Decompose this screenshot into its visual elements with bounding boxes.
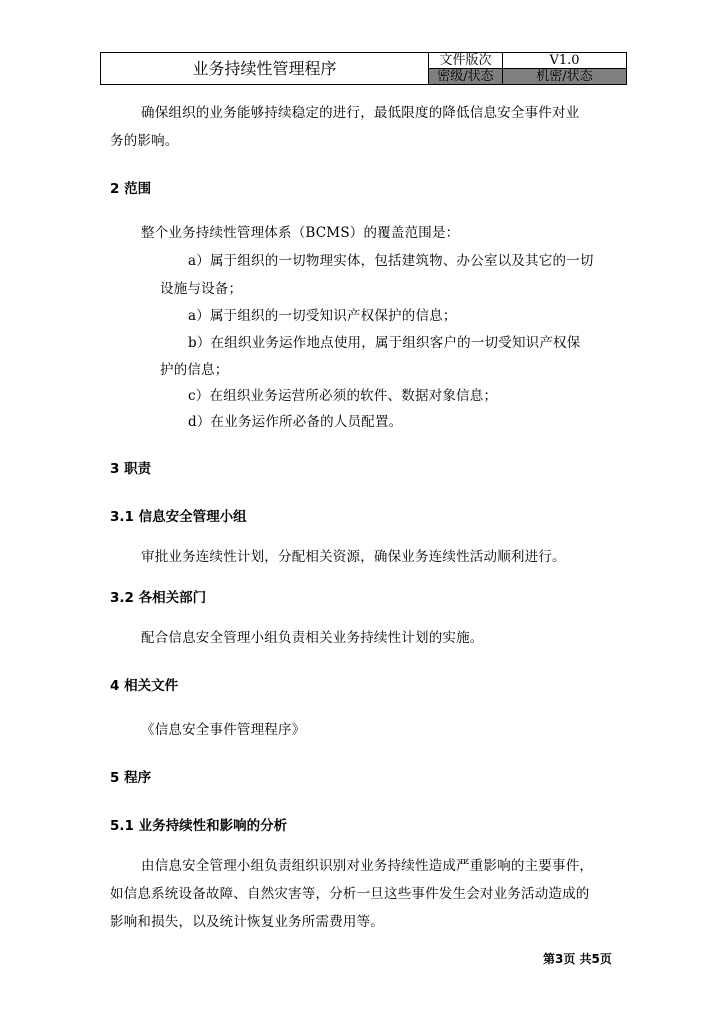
scope-item-3-line-1: b）在组织业务运作地点使用，属于组织客户的一切受知识产权保 — [188, 335, 581, 351]
version-value: V1.0 — [503, 53, 627, 69]
document-header-table — [100, 52, 627, 85]
section-5-heading: 5 程序 — [110, 770, 152, 786]
section-3-1-text: 审批业务连续性计划，分配相关资源，确保业务连续性活动顺利进行。 — [141, 549, 566, 565]
section-3-2-heading: 3.2 各相关部门 — [110, 590, 207, 606]
scope-paragraph: 整个业务持续性管理体系（BCMS）的覆盖范围是： — [141, 225, 460, 241]
intro-line-1: 确保组织的业务能够持续稳定的进行，最低限度的降低信息安全事件对业 — [141, 105, 580, 121]
scope-item-5: d）在业务运作所必备的人员配置。 — [188, 414, 403, 430]
version-label: 文件版次 — [429, 53, 503, 69]
scope-item-1-line-2: 设施与设备； — [160, 281, 243, 297]
section-5-1-heading: 5.1 业务持续性和影响的分析 — [110, 818, 288, 834]
section-5-1-line-3: 影响和损失，以及统计恢复业务所需费用等。 — [110, 914, 384, 930]
section-3-1-heading: 3.1 信息安全管理小组 — [110, 509, 247, 525]
scope-item-4: c）在组织业务运营所必须的软件、数据对象信息； — [188, 388, 498, 404]
section-3-heading: 3 职责 — [110, 461, 152, 477]
intro-line-2: 务的影响。 — [110, 133, 179, 149]
scope-item-2: a）属于组织的一切受知识产权保护的信息； — [188, 308, 457, 324]
section-3-2-text: 配合信息安全管理小组负责相关业务持续性计划的实施。 — [141, 630, 484, 646]
scope-item-1-line-1: a）属于组织的一切物理实体，包括建筑物、办公室以及其它的一切 — [188, 253, 594, 269]
security-value: 机密/状态 — [503, 69, 627, 85]
security-label: 密级/状态 — [429, 69, 503, 85]
section-4-heading: 4 相关文件 — [110, 678, 179, 694]
section-2-heading: 2 范围 — [110, 181, 152, 197]
page-number: 第3页 共5页 — [543, 952, 612, 966]
section-5-1-line-2: 如信息系统设备故障、自然灾害等，分析一旦这些事件发生会对业务活动造成的 — [110, 886, 590, 902]
scope-item-3-line-2: 护的信息； — [160, 362, 229, 378]
section-5-1-line-1: 由信息安全管理小组负责组织识别对业务持续性造成严重影响的主要事件， — [141, 858, 594, 874]
related-document: 《信息安全事件管理程序》 — [141, 722, 306, 738]
document-title: 业务持续性管理程序 — [101, 53, 429, 85]
